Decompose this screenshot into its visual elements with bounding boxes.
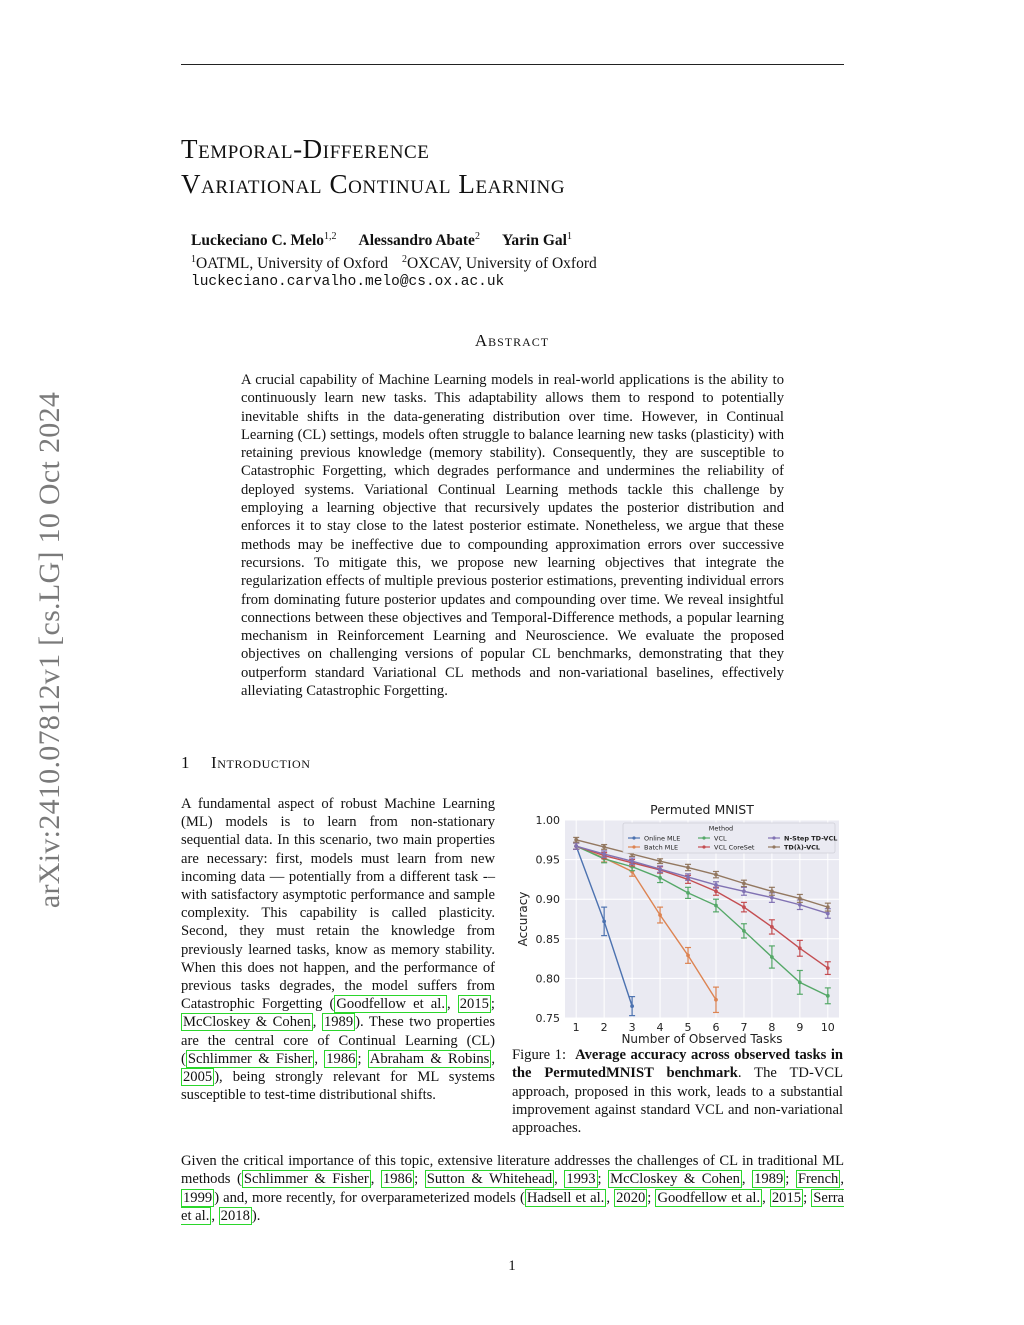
text-run: , bbox=[211, 1207, 219, 1224]
data-point bbox=[658, 876, 662, 880]
y-axis-label: Accuracy bbox=[516, 891, 530, 947]
data-point bbox=[686, 866, 690, 870]
y-tick-label: 1.00 bbox=[535, 814, 560, 827]
data-point bbox=[602, 919, 606, 923]
citation-link[interactable]: McCloskey & Cohen bbox=[183, 1014, 311, 1031]
caption-label: Figure 1: bbox=[512, 1047, 567, 1063]
chart-legend bbox=[623, 823, 837, 853]
author-affil-sup: 2 bbox=[474, 231, 480, 242]
legend-marker bbox=[772, 836, 775, 839]
affiliation-text: OXCAV, University of Oxford bbox=[407, 255, 597, 273]
legend-label: VCL bbox=[714, 834, 727, 843]
y-tick-label: 0.75 bbox=[535, 1012, 560, 1025]
text-run: ; bbox=[490, 996, 495, 1013]
data-point bbox=[826, 912, 830, 916]
text-run: , bbox=[446, 996, 458, 1013]
title-line-1: Temporal-Difference bbox=[181, 134, 430, 164]
citation-link[interactable]: Abraham & Robins bbox=[369, 1050, 490, 1067]
author-name: Alessandro Abate bbox=[358, 232, 475, 250]
citation-link[interactable]: 1989 bbox=[754, 1171, 784, 1188]
citation-link[interactable]: 1986 bbox=[382, 1171, 413, 1188]
citation-link[interactable]: 2005 bbox=[183, 1069, 213, 1086]
data-point bbox=[658, 913, 662, 917]
abstract-heading: Abstract bbox=[474, 331, 550, 350]
data-point bbox=[798, 980, 802, 984]
data-point bbox=[770, 925, 774, 929]
header-rule bbox=[181, 64, 844, 65]
legend-marker bbox=[632, 845, 635, 848]
legend-label: TD(λ)-VCL bbox=[784, 843, 821, 852]
x-tick-label: 8 bbox=[768, 1021, 776, 1034]
citation-link[interactable]: Goodfellow et al. bbox=[657, 1189, 761, 1206]
legend-marker bbox=[632, 836, 635, 839]
chart-title: Permuted MNIST bbox=[650, 802, 754, 817]
text-run: Given the critical importance of this topic, extensive literature addresses the challenges of CL in traditional ML methods ( bbox=[181, 1153, 844, 1188]
y-tick-label: 0.80 bbox=[535, 972, 560, 986]
legend-marker bbox=[702, 845, 705, 848]
citation-link[interactable]: 1989 bbox=[323, 1014, 354, 1031]
author-block bbox=[191, 227, 597, 292]
paper-title bbox=[181, 132, 565, 202]
data-point bbox=[714, 883, 718, 887]
x-tick-label: 4 bbox=[656, 1021, 664, 1034]
citation-link[interactable]: Schlimmer & Fisher bbox=[187, 1050, 313, 1067]
abstract-text: A crucial capability of Machine Learning models in real-world applications is the ability to continuously learn new tasks. This adaptability allows them to respond to potentially inevitable shifts in the data-generating distribution over time. However, in Continual Learning (CL) settings, models often struggle to balance learning new tasks (plasticity) with retaining previous knowledge (memory stability). Consequently, they are susceptible to Catastrophic Forgetting, which degrades performance and undermines the reliability of deployed systems. Variational Continual Learning methods tackle this challenge by employing a learning objective that recursively updates the posterior distribution and enforces it to stay close to the latest posterior estimate. Nonetheless, we argue that these methods may be ineffective due to compounding approximation errors over successive recursions. To mitigate this, we propose new learning objectives that integrate the regularization effects of multiple previous posterior estimations, preventing individual errors from dominating future posterior updates and compounding over time. We reveal insightful connections between these objectives and Temporal-Difference methods, a popular learning mechanism in Reinforcement Learning and Neuroscience. We evaluate the proposed objectives on challenging versions of popular CL benchmarks, demonstrating that they outperform standard Variational CL methods and non-variational baselines, effectively alleviating Catastrophic Forgetting. bbox=[241, 372, 784, 700]
data-point bbox=[714, 889, 718, 893]
arxiv-identifier: arXiv:2410.07812v1 [cs.LG] 10 Oct 2024 bbox=[33, 391, 66, 909]
text-run: ; bbox=[785, 1171, 796, 1188]
section-number: 1 bbox=[181, 753, 191, 772]
legend-label: N-Step TD-VCL bbox=[784, 834, 838, 843]
data-point bbox=[826, 905, 830, 909]
text-run: , bbox=[762, 1189, 770, 1206]
data-point bbox=[798, 897, 802, 901]
text-run: , bbox=[840, 1171, 845, 1188]
author-name: Yarin Gal bbox=[501, 232, 567, 250]
x-tick-label: 7 bbox=[740, 1021, 748, 1034]
author-affil-sup: 1 bbox=[566, 231, 572, 242]
data-point bbox=[826, 966, 830, 970]
citation-link[interactable]: 1993 bbox=[566, 1171, 596, 1188]
intro-paragraph-2 bbox=[181, 1152, 844, 1225]
text-run: , bbox=[491, 1050, 496, 1067]
data-point bbox=[686, 875, 690, 879]
data-point bbox=[574, 838, 578, 842]
data-point bbox=[686, 954, 690, 958]
legend-title: Method bbox=[708, 824, 734, 833]
data-point bbox=[770, 896, 774, 900]
page-number: 1 bbox=[508, 1258, 516, 1274]
affiliation-sup: 1 bbox=[191, 254, 196, 266]
y-tick-label: 0.90 bbox=[535, 893, 560, 907]
data-point bbox=[630, 859, 634, 863]
citation-link[interactable]: Hadsell et al. bbox=[526, 1189, 605, 1206]
data-point bbox=[742, 889, 746, 893]
text-run: ; bbox=[803, 1189, 812, 1206]
author-names bbox=[191, 227, 597, 250]
x-tick-label: 3 bbox=[628, 1021, 636, 1034]
affiliation-text: OATML, University of Oxford bbox=[196, 255, 389, 273]
data-point bbox=[798, 903, 802, 907]
data-point bbox=[714, 998, 718, 1002]
citation-link[interactable]: Sutton & Whitehead bbox=[426, 1171, 553, 1188]
legend-marker bbox=[772, 845, 775, 848]
legend-marker bbox=[702, 836, 705, 839]
data-point bbox=[630, 1004, 634, 1008]
y-axis-ticks bbox=[536, 814, 561, 1025]
data-point bbox=[826, 994, 830, 998]
data-point bbox=[742, 881, 746, 885]
legend-label: Online MLE bbox=[644, 834, 681, 843]
text-run: , bbox=[314, 1050, 325, 1067]
data-point bbox=[798, 946, 802, 950]
intro-paragraph-1 bbox=[181, 795, 495, 1104]
arxiv-sidebar bbox=[30, 360, 70, 940]
text-run: , bbox=[554, 1171, 565, 1188]
text-run: , bbox=[370, 1171, 381, 1188]
citation-link[interactable]: 2015 bbox=[771, 1189, 802, 1206]
data-point bbox=[742, 905, 746, 909]
text-run: , bbox=[312, 1014, 322, 1031]
data-point bbox=[658, 859, 662, 863]
author-affil-sup: 1,2 bbox=[324, 231, 337, 242]
legend-label: VCL CoreSet bbox=[714, 843, 755, 852]
data-point bbox=[714, 904, 718, 908]
accuracy-chart bbox=[511, 800, 846, 1050]
x-tick-label: 6 bbox=[712, 1021, 720, 1034]
text-run: , bbox=[741, 1171, 753, 1188]
section-heading bbox=[181, 753, 311, 773]
title-line-2: Variational Continual Learning bbox=[181, 169, 566, 199]
text-run: A fundamental aspect of robust Machine Learning (ML) models is to learn from non-stationary sequential data. In this scenario, two main properties are necessary: first, models must learn from new incoming data — potentially from a different task -– with satisfactory asymptotic performance and sample complexity. This capability is called plasticity. Second, they must retain the knowledge from previously learned tasks, know as memory stability. When this does not happen, and the performance of previous tasks degrades, the model suffers from Catastrophic Forgetting ( bbox=[181, 796, 495, 1013]
caption-bold: Average accuracy across observed tasks in the PermutedMNIST benchmark bbox=[512, 1047, 844, 1082]
data-point bbox=[714, 873, 718, 877]
caption-text: . The TD-VCL approach, proposed in this work, leads to a substantial improvement against standard VCL and non-variational approaches. bbox=[512, 1065, 844, 1137]
citation-link[interactable]: 1999 bbox=[183, 1189, 213, 1206]
author-name: Luckeciano C. Melo bbox=[191, 232, 325, 250]
x-tick-label: 9 bbox=[796, 1021, 804, 1034]
figure-caption bbox=[512, 1046, 843, 1137]
x-tick-label: 2 bbox=[600, 1021, 608, 1034]
citation-link[interactable]: Serra et al. bbox=[181, 1189, 845, 1224]
data-point bbox=[770, 889, 774, 893]
data-point bbox=[602, 845, 606, 849]
data-point bbox=[574, 844, 578, 848]
x-tick-label: 10 bbox=[820, 1021, 835, 1034]
x-tick-label: 1 bbox=[572, 1021, 580, 1034]
x-tick-label: 5 bbox=[684, 1021, 692, 1034]
affiliation-sup: 2 bbox=[402, 254, 408, 266]
citation-link[interactable]: 1986 bbox=[326, 1050, 356, 1067]
legend-label: Batch MLE bbox=[644, 843, 679, 852]
text-run: , bbox=[606, 1189, 615, 1206]
text-run: ; bbox=[597, 1171, 609, 1188]
x-axis-label: Number of Observed Tasks bbox=[621, 1032, 783, 1046]
text-run: ) and, more recently, for overparameterized models ( bbox=[214, 1189, 525, 1206]
citation-link[interactable]: 2015 bbox=[459, 996, 489, 1013]
affiliations bbox=[191, 250, 597, 273]
figure-1 bbox=[511, 800, 846, 1050]
text-run: ). These two properties are the central core of Continual Learning (CL) ( bbox=[181, 1014, 496, 1067]
data-point bbox=[658, 867, 662, 871]
citation-link[interactable]: French bbox=[797, 1171, 839, 1188]
text-run: ). bbox=[251, 1207, 261, 1224]
citation-link[interactable]: McCloskey & Cohen bbox=[610, 1171, 740, 1188]
data-point bbox=[742, 929, 746, 933]
y-tick-label: 0.85 bbox=[535, 932, 560, 946]
text-run: ; bbox=[414, 1171, 425, 1188]
y-tick-label: 0.95 bbox=[535, 853, 560, 867]
data-point bbox=[602, 852, 606, 856]
citation-link[interactable]: 2018 bbox=[220, 1207, 250, 1224]
section-title: Introduction bbox=[211, 753, 311, 772]
text-run: ; bbox=[647, 1189, 656, 1206]
citation-link[interactable]: 2020 bbox=[616, 1189, 646, 1206]
text-run: ; bbox=[357, 1050, 368, 1067]
author-email: luckeciano.carvalho.melo@cs.ox.ac.uk bbox=[191, 274, 505, 291]
citation-link[interactable]: Schlimmer & Fisher bbox=[243, 1171, 369, 1188]
data-point bbox=[770, 955, 774, 959]
citation-link[interactable]: Goodfellow et al. bbox=[336, 996, 445, 1013]
text-run: ), being strongly relevant for ML systems susceptible to test-time distributional shifts. bbox=[181, 1069, 495, 1104]
data-point bbox=[686, 891, 690, 895]
